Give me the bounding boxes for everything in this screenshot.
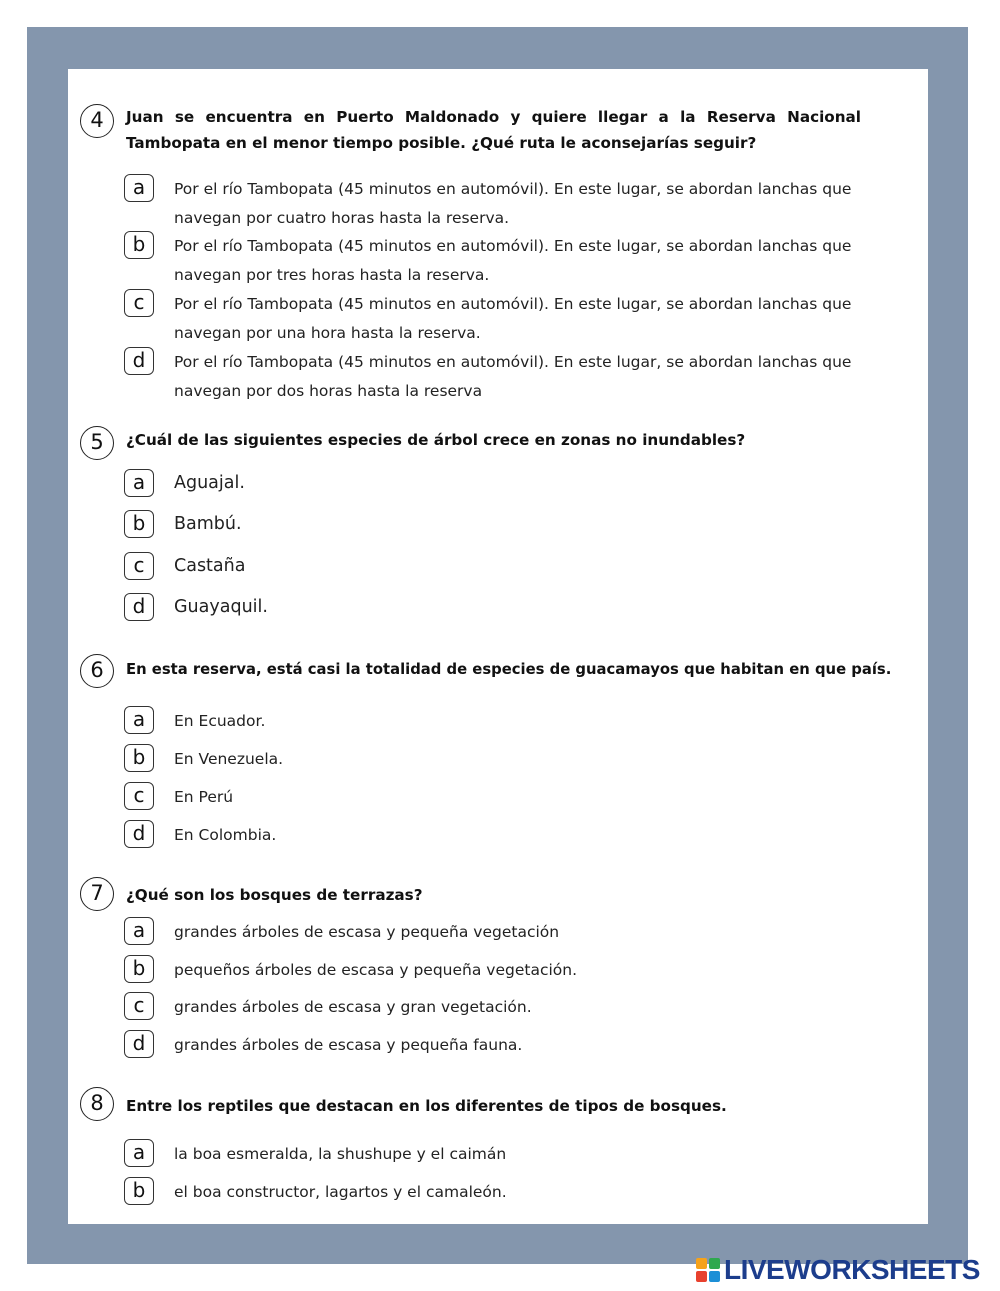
- option-letter-box[interactable]: a: [124, 917, 154, 945]
- option-letter-box[interactable]: a: [124, 706, 154, 734]
- option-letter-box[interactable]: d: [124, 1030, 154, 1058]
- option-letter-box[interactable]: a: [124, 1139, 154, 1167]
- option-text: la boa esmeralda, la shushupe y el caimán: [174, 1145, 507, 1163]
- worksheet: [68, 69, 928, 1224]
- option-text: En Venezuela.: [174, 750, 284, 768]
- question-number: 5: [80, 426, 114, 460]
- question-text: Entre los reptiles que destacan en los diferentes de tipos de bosques.: [126, 1097, 727, 1115]
- question-text: ¿Qué son los bosques de terrazas?: [126, 886, 423, 904]
- option-text: Aguajal.: [174, 473, 245, 493]
- option-text: Por el río Tambopata (45 minutos en automóvil). En este lugar, se abordan lanchas que navegan por cuatro horas hasta la reserva.: [174, 180, 852, 227]
- option-letter-box[interactable]: b: [124, 231, 154, 259]
- option-text: pequeños árboles de escasa y pequeña vegetación.: [174, 961, 577, 979]
- option-letter-box[interactable]: d: [124, 593, 154, 621]
- option-text: Guayaquil.: [174, 597, 268, 617]
- option-text: grandes árboles de escasa y pequeña vegetación: [174, 923, 560, 941]
- option-letter-box[interactable]: b: [124, 955, 154, 983]
- question-number: 6: [80, 654, 114, 688]
- option-letter-box[interactable]: b: [124, 510, 154, 538]
- question-text: En esta reserva, está casi la totalidad de especies de guacamayos que habitan en que país.: [126, 661, 892, 678]
- option-letter-box[interactable]: c: [124, 782, 154, 810]
- option-letter-box[interactable]: d: [124, 820, 154, 848]
- option-letter-box[interactable]: b: [124, 744, 154, 772]
- option-letter-box[interactable]: a: [124, 174, 154, 202]
- option-letter-box[interactable]: d: [124, 347, 154, 375]
- option-text: el boa constructor, lagartos y el camaleón.: [174, 1183, 507, 1201]
- option-text: grandes árboles de escasa y gran vegetación.: [174, 998, 532, 1016]
- logo-text: LIVEWORKSHEETS: [724, 1254, 980, 1285]
- option-text: En Colombia.: [174, 826, 277, 844]
- question-number: 4: [80, 104, 114, 138]
- option-text: Bambú.: [174, 514, 242, 534]
- option-text: En Ecuador.: [174, 712, 266, 730]
- option-text: En Perú: [174, 788, 234, 806]
- option-letter-box[interactable]: a: [124, 469, 154, 497]
- option-text: Castaña: [174, 556, 246, 576]
- question-number: 8: [80, 1087, 114, 1121]
- question-number: 7: [80, 877, 114, 911]
- option-letter-box[interactable]: c: [124, 552, 154, 580]
- option-text: Por el río Tambopata (45 minutos en automóvil). En este lugar, se abordan lanchas que navegan por una hora hasta la reserva.: [174, 295, 852, 342]
- liveworksheets-logo[interactable]: [696, 1254, 996, 1285]
- option-text: Por el río Tambopata (45 minutos en automóvil). En este lugar, se abordan lanchas que navegan por dos horas hasta la reserva: [174, 353, 852, 400]
- liveworksheets-logo-icon: [696, 1258, 722, 1284]
- option-text: Por el río Tambopata (45 minutos en automóvil). En este lugar, se abordan lanchas que navegan por tres horas hasta la reserva.: [174, 237, 852, 284]
- question-text: ¿Cuál de las siguientes especies de árbol crece en zonas no inundables?: [126, 431, 746, 449]
- option-letter-box[interactable]: c: [124, 992, 154, 1020]
- option-text: grandes árboles de escasa y pequeña fauna.: [174, 1036, 523, 1054]
- option-letter-box[interactable]: b: [124, 1177, 154, 1205]
- question-text: Juan se encuentra en Puerto Maldonado y quiere llegar a la Reserva Nacional Tambopata en el menor tiempo posible. ¿Qué ruta le aconsejarías seguir?: [126, 108, 861, 152]
- option-letter-box[interactable]: c: [124, 289, 154, 317]
